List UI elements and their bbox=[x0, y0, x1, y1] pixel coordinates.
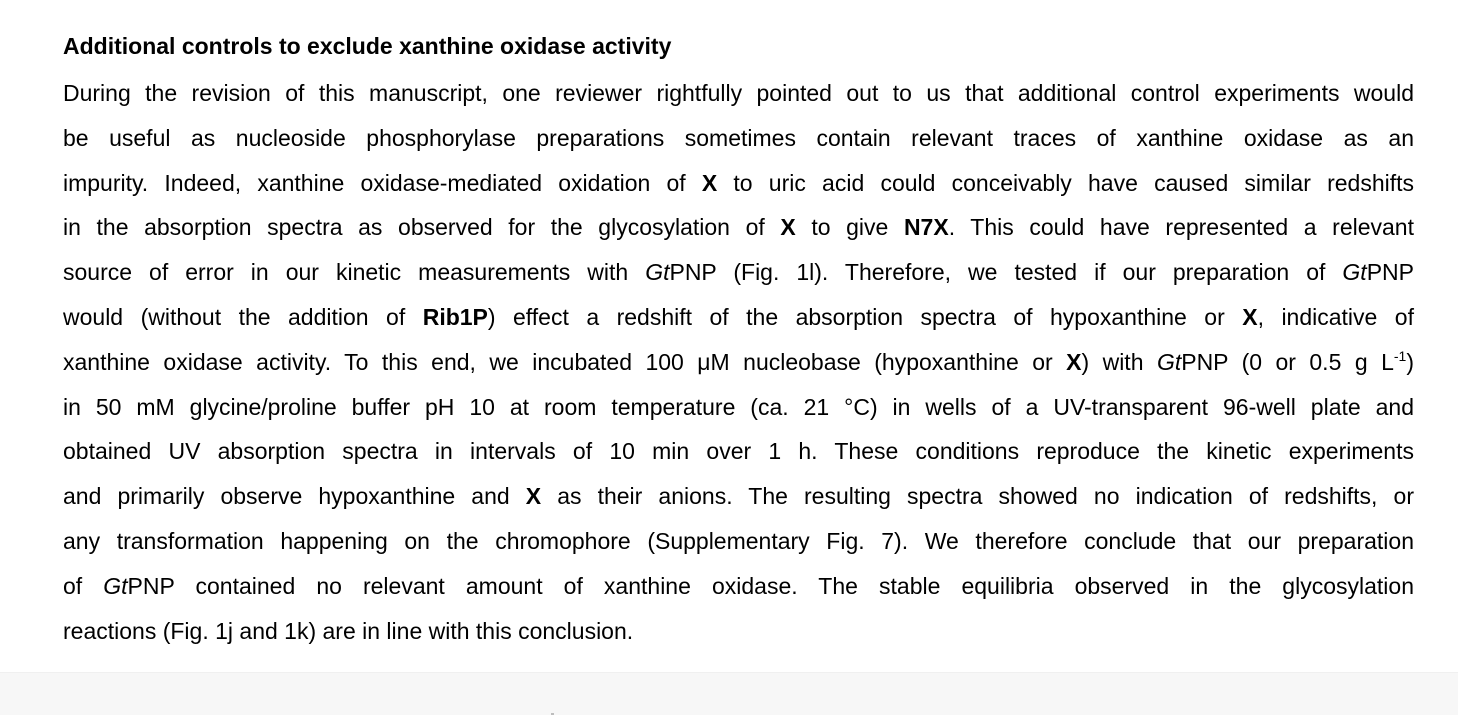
paragraph-line bbox=[63, 609, 1414, 654]
text-run: to uric acid could conceivably have caused similar redshifts bbox=[717, 169, 1414, 196]
paragraph-line bbox=[63, 474, 1414, 519]
text-run: would (without the addition of bbox=[63, 303, 423, 330]
text-run: obtained UV absorption spectra in intervals of 10 min over 1 h. These conditions reproduce the kinetic experiments bbox=[63, 438, 1414, 465]
paragraph-line bbox=[63, 205, 1414, 250]
bold-term: X bbox=[1066, 348, 1082, 375]
section-heading: Additional controls to exclude xanthine oxidase activity bbox=[63, 33, 672, 59]
paragraph-line bbox=[63, 519, 1414, 564]
paragraph-line bbox=[63, 295, 1414, 340]
text-run: PNP (Fig. 1l). Therefore, we tested if our preparation of bbox=[669, 259, 1343, 286]
text-run: as their anions. The resulting spectra showed no indication of redshifts, or bbox=[541, 483, 1414, 510]
paragraph-line bbox=[63, 385, 1414, 430]
text-run: PNP contained no relevant amount of xanthine oxidase. The stable equilibria observed in the glycosylation bbox=[127, 572, 1414, 599]
bold-term: X bbox=[525, 483, 542, 510]
text-run: ) bbox=[1406, 348, 1414, 375]
text-run: . This could have represented a relevant bbox=[948, 214, 1414, 241]
paragraph-line bbox=[63, 429, 1414, 474]
text-run: to give bbox=[795, 214, 904, 241]
text-run: impurity. Indeed, xanthine oxidase-mediated oxidation of bbox=[63, 169, 702, 196]
text-run: ) with bbox=[1081, 348, 1157, 375]
paragraph-line bbox=[63, 71, 1414, 116]
text-run: PNP bbox=[1366, 259, 1414, 286]
text-run: PNP (0 or 0.5 g L bbox=[1181, 348, 1394, 375]
bold-term: N7X bbox=[903, 214, 949, 241]
paragraph-line bbox=[63, 340, 1414, 385]
italic-term: Gt bbox=[1342, 259, 1367, 286]
paragraph-line bbox=[63, 564, 1414, 609]
superscript: -1 bbox=[1393, 347, 1407, 364]
text-run: xanthine oxidase activity. To this end, we incubated 100 μM nucleobase (hypoxanthine or bbox=[63, 348, 1067, 375]
text-run: in 50 mM glycine/proline buffer pH 10 at room temperature (ca. 21 °C) in wells of a UV-transparent 96-well plate and bbox=[63, 393, 1414, 420]
bold-term: X bbox=[780, 214, 796, 241]
paragraph-line bbox=[63, 116, 1414, 161]
italic-term: Gt bbox=[1156, 348, 1182, 375]
text-run: and primarily observe hypoxanthine and bbox=[63, 483, 526, 510]
paragraph-line bbox=[63, 161, 1414, 206]
text-run: any transformation happening on the chromophore (Supplementary Fig. 7). We therefore conclude that our preparation bbox=[63, 527, 1414, 554]
text-run: of bbox=[63, 572, 104, 599]
paragraph-line bbox=[63, 250, 1414, 295]
text-run: reactions (Fig. 1j and 1k) are in line with this conclusion. bbox=[63, 617, 634, 644]
bold-term: Rib1P bbox=[422, 303, 488, 330]
italic-term: Gt bbox=[103, 572, 128, 599]
text-run: in the absorption spectra as observed for the glycosylation of bbox=[63, 214, 781, 241]
footer-band bbox=[0, 672, 1458, 715]
bold-term: X bbox=[701, 169, 718, 196]
text-run: During the revision of this manuscript, one reviewer rightfully pointed out to us that additional control experiments would bbox=[63, 80, 1414, 106]
body-paragraph bbox=[63, 71, 1414, 653]
text-run: be useful as nucleoside phosphorylase preparations sometimes contain relevant traces of xanthine oxidase as an bbox=[63, 124, 1414, 151]
bold-term: X bbox=[1242, 303, 1258, 330]
italic-term: Gt bbox=[645, 259, 670, 286]
text-run: source of error in our kinetic measurements with bbox=[63, 259, 646, 286]
text-run: , indicative of bbox=[1257, 303, 1414, 330]
text-run: ) effect a redshift of the absorption spectra of hypoxanthine or bbox=[487, 303, 1243, 330]
